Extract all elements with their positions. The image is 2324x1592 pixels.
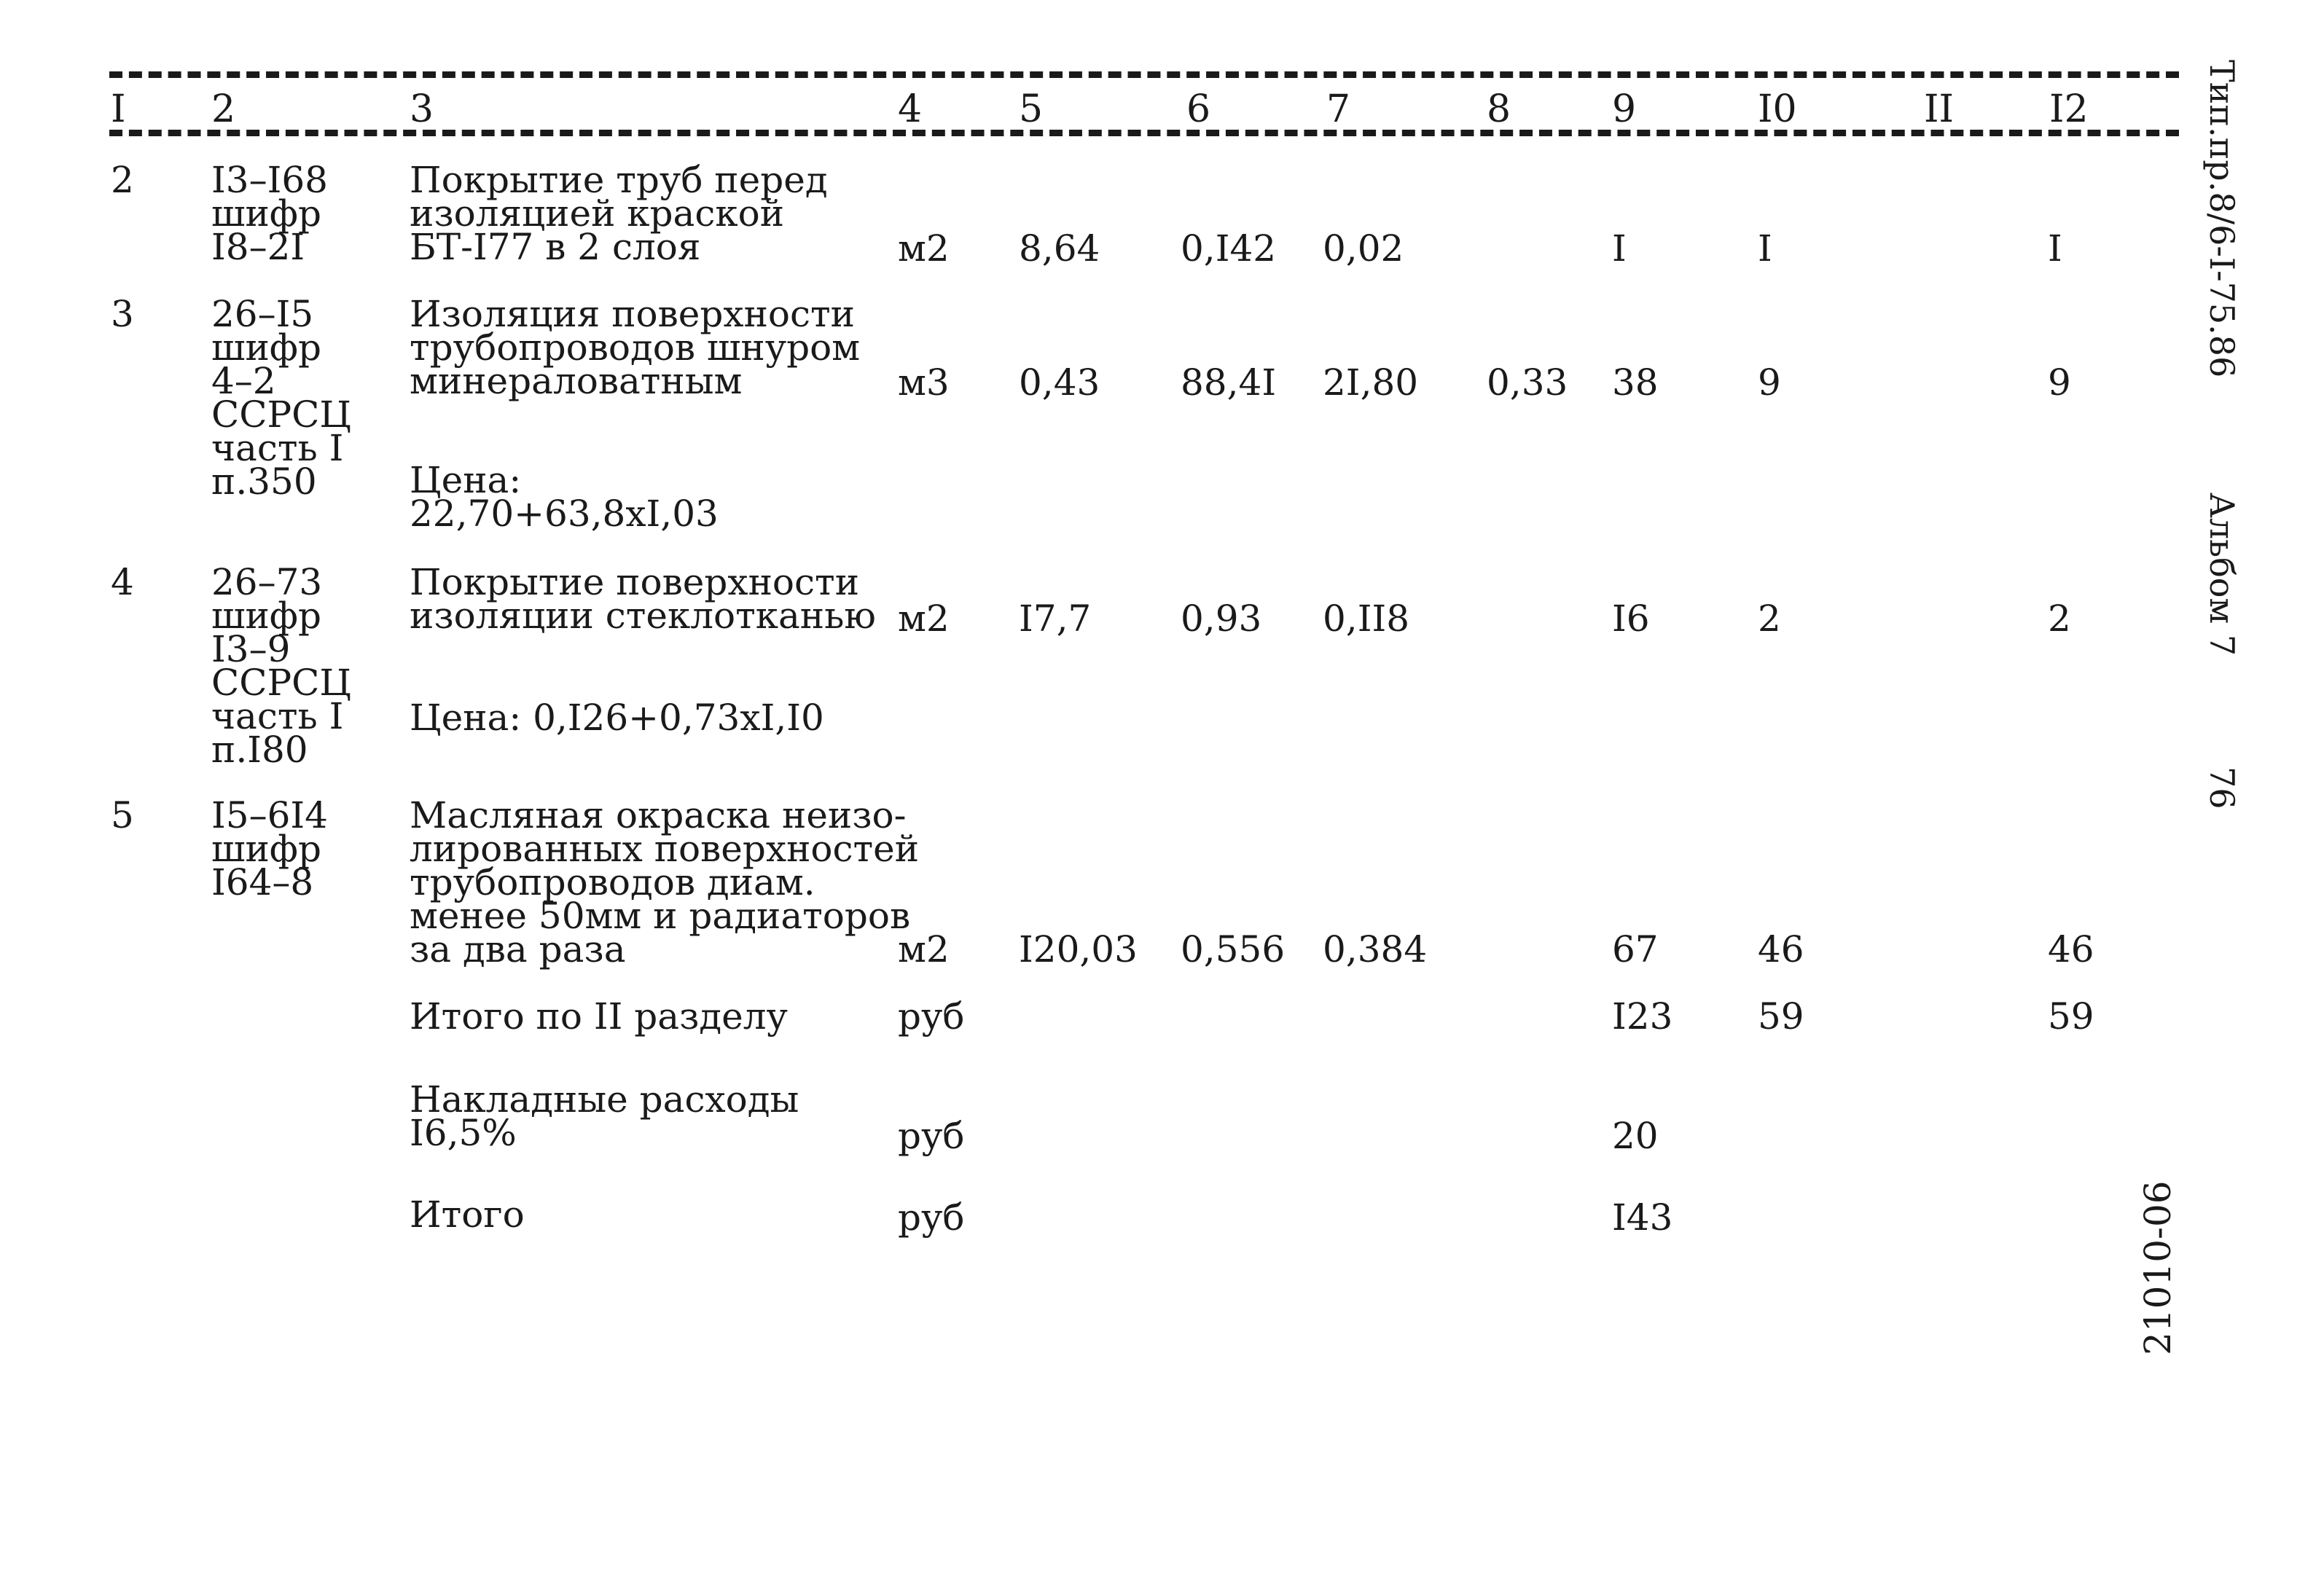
col-7-value: 0,384 [1323,928,1428,971]
quantity: I7,7 [1019,597,1092,640]
price-formula: Цена: 0,I26+0,73хI,I0 [410,697,824,739]
col-7-value: 0,02 [1323,227,1404,270]
col-6-value: 0,556 [1181,928,1286,971]
total-col-12: 59 [2048,995,2094,1038]
quantity: 8,64 [1019,227,1100,270]
unit: м3 [898,361,950,404]
quantity: 0,43 [1019,361,1100,404]
row-number: 4 [111,561,134,603]
col-10-value: 9 [1758,361,1781,404]
row-number: 2 [111,159,134,201]
col-9-value: I6 [1612,597,1650,640]
total-label: Итого по II разделу [410,995,788,1038]
row-number: 3 [111,293,134,335]
col-header-9: 9 [1612,87,1637,131]
rate-code: I3–I68 шифр I8–2I [211,159,328,268]
work-description: Покрытие поверхности изоляции стеклотканью [410,561,876,637]
work-description: Изоляция поверхности трубопроводов шнуром минераловатным [410,293,861,402]
rate-code: 26–I5 шифр 4–2 ССРСЦ часть I п.350 [211,293,352,503]
album-label: Альбом 7 [2202,493,2242,656]
work-description: Масляная окраска неизо- лированных поверхностей трубопроводов диам. менее 50мм и радиаторов за два раза [410,794,920,971]
col-header-12: I2 [2049,87,2089,131]
col-9-value: 38 [1612,361,1659,404]
col-header-11: II [1924,87,1955,131]
col-12-value: 46 [2048,928,2094,971]
col-header-5: 5 [1019,87,1044,131]
col-10-value: 2 [1758,597,1781,640]
col-6-value: 0,93 [1181,597,1262,640]
col-7-value: 0,II8 [1323,597,1410,640]
document-reference: Тип.пр.8/6-I-75.86 [2202,60,2242,378]
unit: м2 [898,597,950,640]
col-10-value: 46 [1758,928,1804,971]
total-col-9: I23 [1612,995,1673,1038]
overhead-label: Накладные расходы I6,5% [410,1078,799,1154]
total-unit: руб [898,995,965,1038]
col-9-value: I [1612,227,1627,270]
col-9-value: 67 [1612,928,1659,971]
col-header-1: I [111,87,126,131]
rate-code: I5–6I4 шифр I64–8 [211,794,328,903]
col-6-value: 0,I42 [1181,227,1277,270]
col-header-10: I0 [1758,87,1797,131]
col-8-value: 0,33 [1487,361,1568,404]
grand-total-unit: руб [898,1196,965,1239]
col-header-2: 2 [211,87,236,131]
col-6-value: 88,4I [1181,361,1277,404]
inventory-number: 21010-06 [2137,1180,2179,1355]
overhead-unit: руб [898,1115,965,1157]
col-header-6: 6 [1186,87,1211,131]
col-12-value: 2 [2048,597,2071,640]
col-10-value: I [1758,227,1772,270]
quantity: I20,03 [1019,928,1138,971]
col-header-3: 3 [410,87,434,131]
col-header-4: 4 [898,87,923,131]
col-7-value: 2I,80 [1323,361,1419,404]
work-description: Покрытие труб перед изоляцией краской БТ-I77 в 2 слоя [410,159,828,268]
col-12-value: 9 [2048,361,2071,404]
grand-total-label: Итого [410,1193,525,1236]
header-top-rule [109,71,2179,78]
unit: м2 [898,227,950,270]
grand-total-col-9: I43 [1612,1196,1673,1239]
rate-code: 26–73 шифр I3–9 ССРСЦ часть I п.I80 [211,561,352,771]
row-number: 5 [111,794,134,836]
overhead-col-9: 20 [1612,1115,1659,1157]
price-formula: Цена: 22,70+63,8хI,03 [410,459,719,535]
col-12-value: I [2048,227,2062,270]
unit: м2 [898,928,950,971]
col-header-8: 8 [1487,87,1511,131]
page-number: 76 [2202,766,2242,809]
col-header-7: 7 [1326,87,1351,131]
total-col-10: 59 [1758,995,1804,1038]
